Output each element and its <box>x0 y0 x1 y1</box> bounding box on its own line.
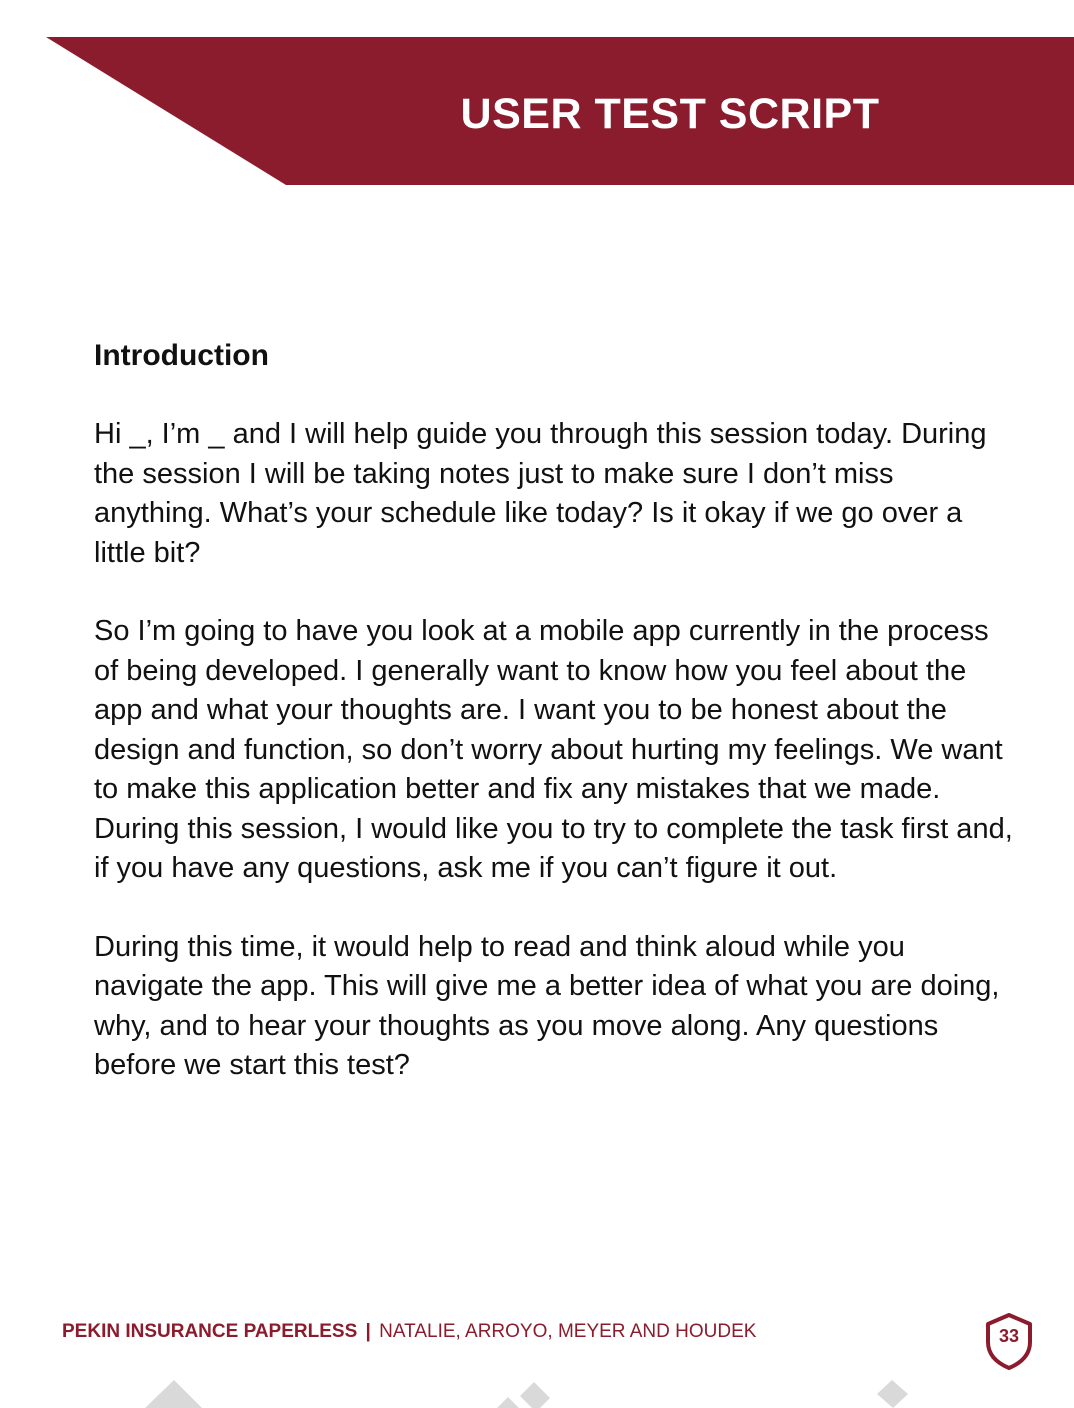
section-heading: Introduction <box>94 339 269 372</box>
page-number: 33 <box>998 1326 1020 1346</box>
decorative-pattern <box>0 1360 1074 1408</box>
deco-shape <box>145 1380 202 1408</box>
deco-shape <box>877 1380 908 1408</box>
page-title: USER TEST SCRIPT <box>460 90 880 138</box>
footer-authors: NATALIE, ARROYO, MEYER AND HOUDEK <box>379 1321 757 1342</box>
deco-shape <box>520 1382 550 1408</box>
paragraph-think-aloud: During this time, it would help to read and think aloud while you navigate the app. This will give me a better idea of what you are doing, why, and to hear your thoughts as you move along. Any questions before we start this test? <box>94 930 1000 1081</box>
paragraph-greeting: Hi _, I’m _ and I will help guide you through this session today. During the session I will be taking notes just to make sure I don’t miss anything. What’s your schedule like today? Is it okay if we go over a little bit? <box>94 418 987 569</box>
deco-shape <box>497 1397 519 1408</box>
paragraph-purpose: So I’m going to have you look at a mobile app currently in the process of being developed. I generally want to know how you feel about the app and what your thoughts are. I want you to be honest about the design and function, so don’t worry about hurting my feelings. We want to make this application better and fix any mistakes that we made. During this session, I would like you to try to complete the task first and, if you have any questions, ask me if you can’t figure it out. <box>94 615 1013 884</box>
document-body <box>94 336 1014 1125</box>
footer <box>62 1320 756 1344</box>
footer-separator: | <box>365 1321 371 1342</box>
footer-project-name: PEKIN INSURANCE PAPERLESS <box>62 1321 358 1342</box>
